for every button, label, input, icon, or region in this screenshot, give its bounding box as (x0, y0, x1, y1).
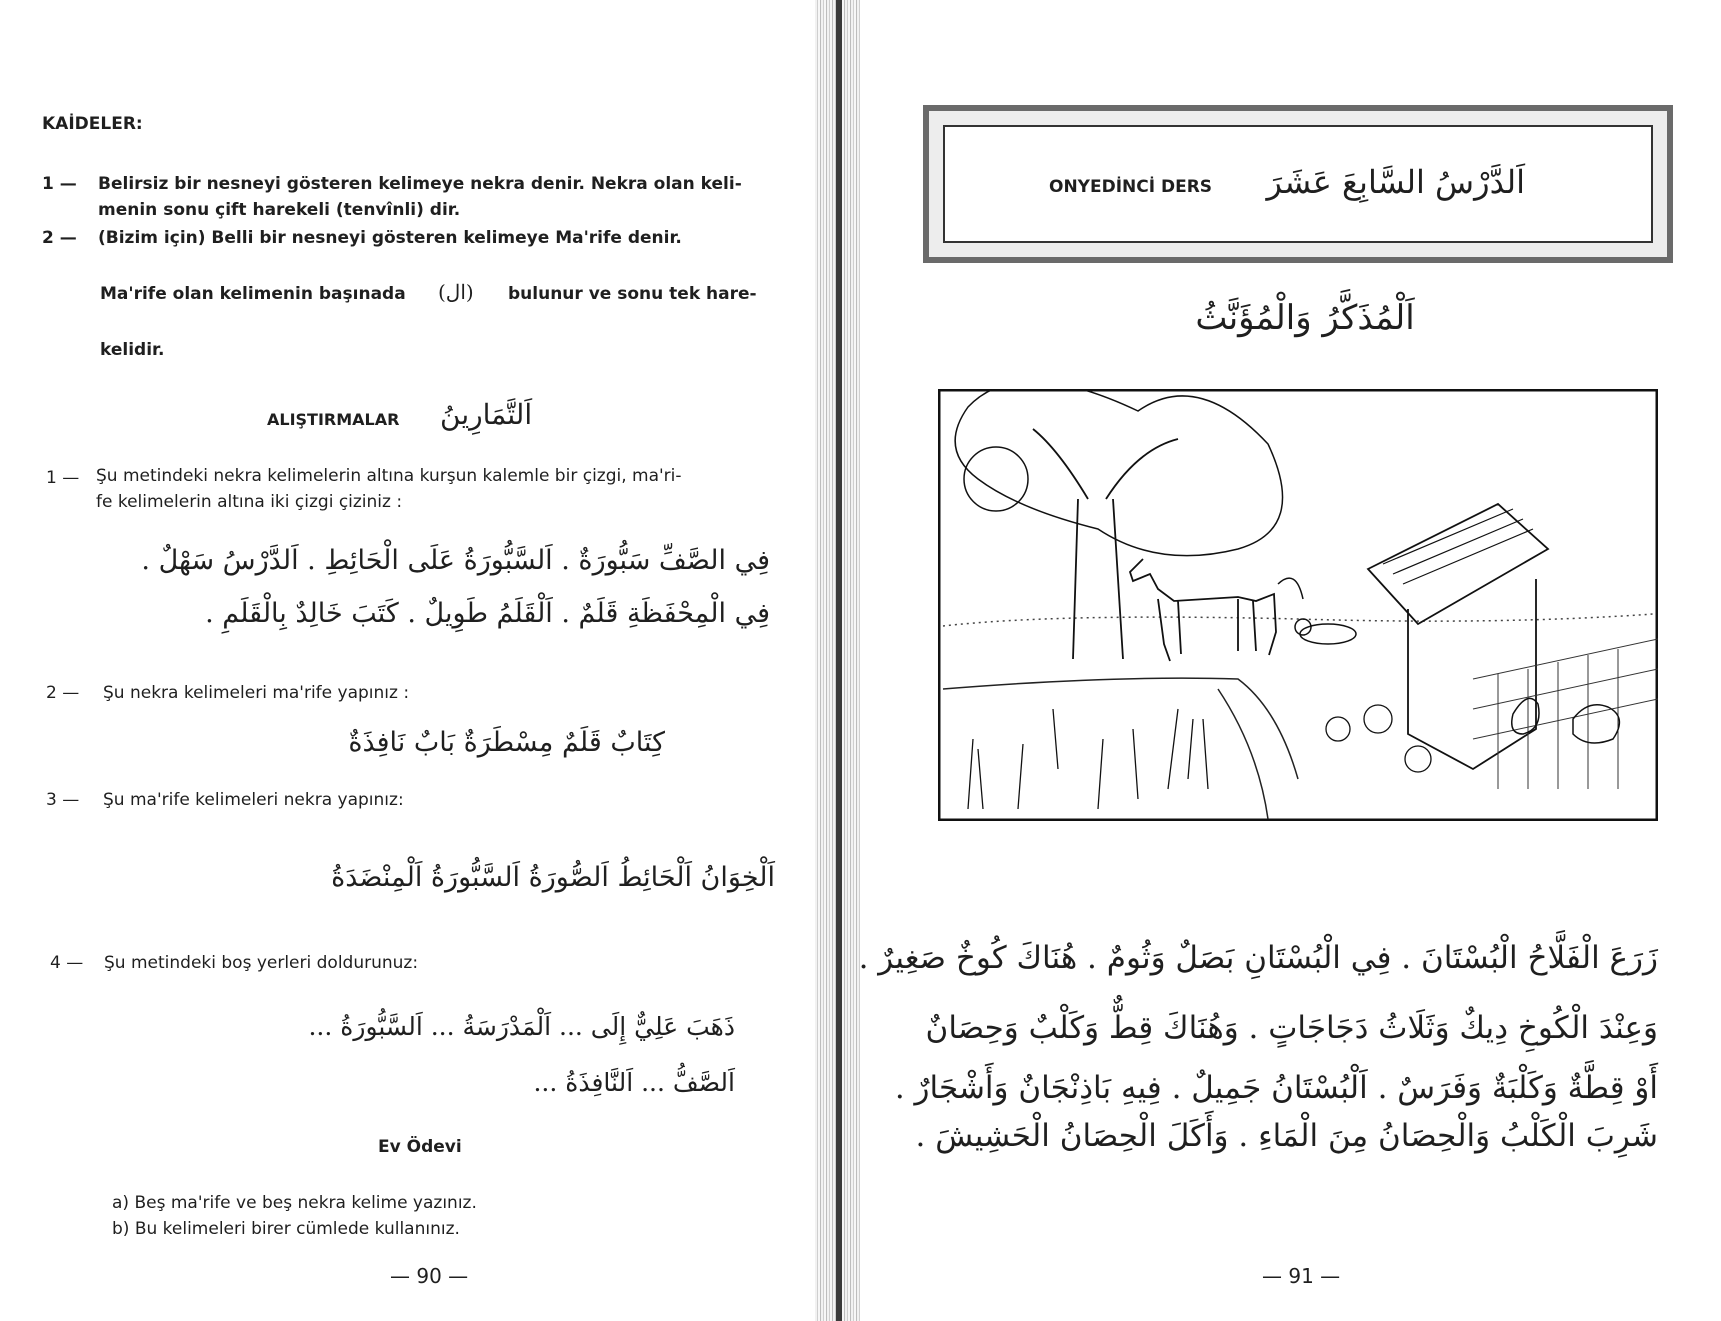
exercise-2-arabic: كِتَابٌ قَلَمٌ مِسْطَرَةٌ بَابٌ نَافِذَةٌ (348, 727, 665, 758)
rule-1-number: 1 — (42, 174, 77, 194)
marife-al-article: (ال) (438, 280, 474, 304)
exercise-2-number: 2 — (46, 683, 80, 703)
rules-heading: KAİDELER: (42, 114, 143, 134)
lesson-subtitle-arabic: اَلْمُذَكَّرُ وَالْمُؤَنَّثُ (1195, 298, 1415, 338)
lesson-label: ONYEDİNCİ DERS (1049, 177, 1213, 197)
exercises-heading: ALIŞTIRMALAR (267, 410, 400, 429)
reading-line-2: وَعِنْدَ الْكُوخِ دِيكٌ وَثَلَاثُ دَجَاجَاتٍ . وَهُنَاكَ قِطٌّ وَكَلْبٌ وَحِصَانٌ (925, 1010, 1658, 1046)
exercise-1-line2: fe kelimelerin altına iki çizgi çiziniz : (96, 492, 403, 512)
exercise-1-arabic-line1: فِي الصَّفِّ سَبُّورَةٌ . اَلسَّبُّورَةُ عَلَى الْحَائِطِ . اَلدَّرْسُ سَهْلٌ . (141, 545, 770, 576)
illustration-frame (939, 390, 1657, 820)
exercise-1-arabic-line2: فِي الْمِحْفَظَةِ قَلَمٌ . اَلْقَلَمُ طَوِيلٌ . كَتَبَ خَالِدٌ بِالْقَلَمِ . (205, 598, 770, 629)
reading-line-3: أَوْ قِطَّةٌ وَكَلْبَةٌ وَفَرَسٌ . اَلْبُسْتَانُ جَمِيلٌ . فِيهِ بَاذِنْجَانٌ وَأَشْجَارٌ . (894, 1070, 1658, 1106)
garden-illustration (938, 389, 1658, 821)
marife-line-b: bulunur ve sonu tek hare- (508, 284, 757, 304)
homework-heading: Ev Ödevi (378, 1137, 462, 1157)
homework-item-a: a) Beş ma'rife ve beş nekra kelime yazınız. (112, 1193, 477, 1213)
rule-2-number: 2 — (42, 228, 77, 248)
left-page-number: — 90 — (390, 1264, 469, 1288)
exercise-1-line1: Şu metindeki nekra kelimelerin altına kurşun kalemle bir çizgi, ma'ri- (96, 466, 682, 486)
exercise-1-number: 1 — (46, 468, 80, 488)
exercise-4-arabic-line1: ذَهَبَ عَلِيٌّ إِلَى ... اَلْمَدْرَسَةُ ... اَلسَّبُّورَةُ ... (308, 1012, 735, 1041)
exercise-2-text: Şu nekra kelimeleri ma'rife yapınız : (103, 683, 410, 703)
reading-line-1: زَرَعَ الْفَلَّاحُ الْبُسْتَانَ . فِي الْبُسْتَانِ بَصَلٌ وَثُومٌ . هُنَاكَ كُوخٌ صَغِيرٌ . (858, 940, 1658, 976)
lesson-header-box (923, 105, 1673, 263)
reading-line-4: شَرِبَ الْكَلْبُ وَالْحِصَانُ مِنَ الْمَاءِ . وَأَكَلَ الْحِصَانُ الْحَشِيشَ . (915, 1118, 1658, 1154)
exercise-3-arabic: اَلْخِوَانُ اَلْحَائِطُ اَلصُّورَةُ اَلسَّبُّورَةُ اَلْمِنْضَدَةُ (331, 862, 775, 893)
exercise-3-text: Şu ma'rife kelimeleri nekra yapınız: (103, 790, 404, 810)
exercise-3-number: 3 — (46, 790, 80, 810)
rule-2-line1: (Bizim için) Belli bir nesneyi gösteren kelimeye Ma'rife denir. (98, 228, 682, 248)
book-spine-line (836, 0, 842, 1321)
rule-1-line2: menin sonu çift harekeli (tenvînli) dir. (98, 200, 461, 220)
lesson-header-inner (943, 125, 1653, 243)
lesson-label-arabic: اَلدَّرْسُ السَّابِعَ عَشَرَ (1266, 163, 1525, 201)
rule-1-line1: Belirsiz bir nesneyi gösteren kelimeye nekra denir. Nekra olan keli- (98, 174, 742, 194)
right-page-number: — 91 — (1262, 1264, 1341, 1288)
marife-line-c: kelidir. (100, 340, 165, 360)
homework-item-b: b) Bu kelimeleri birer cümlede kullanınız. (112, 1219, 460, 1239)
exercise-4-text: Şu metindeki boş yerleri doldurunuz: (104, 953, 419, 973)
exercises-heading-arabic: اَلتَّمَارِينُ (440, 398, 533, 431)
exercise-4-arabic-line2: اَلصَّفُّ ... اَلنَّافِذَةُ ... (533, 1068, 735, 1097)
exercise-4-number: 4 — (50, 953, 84, 973)
marife-line-a: Ma'rife olan kelimenin başınada (100, 284, 406, 304)
